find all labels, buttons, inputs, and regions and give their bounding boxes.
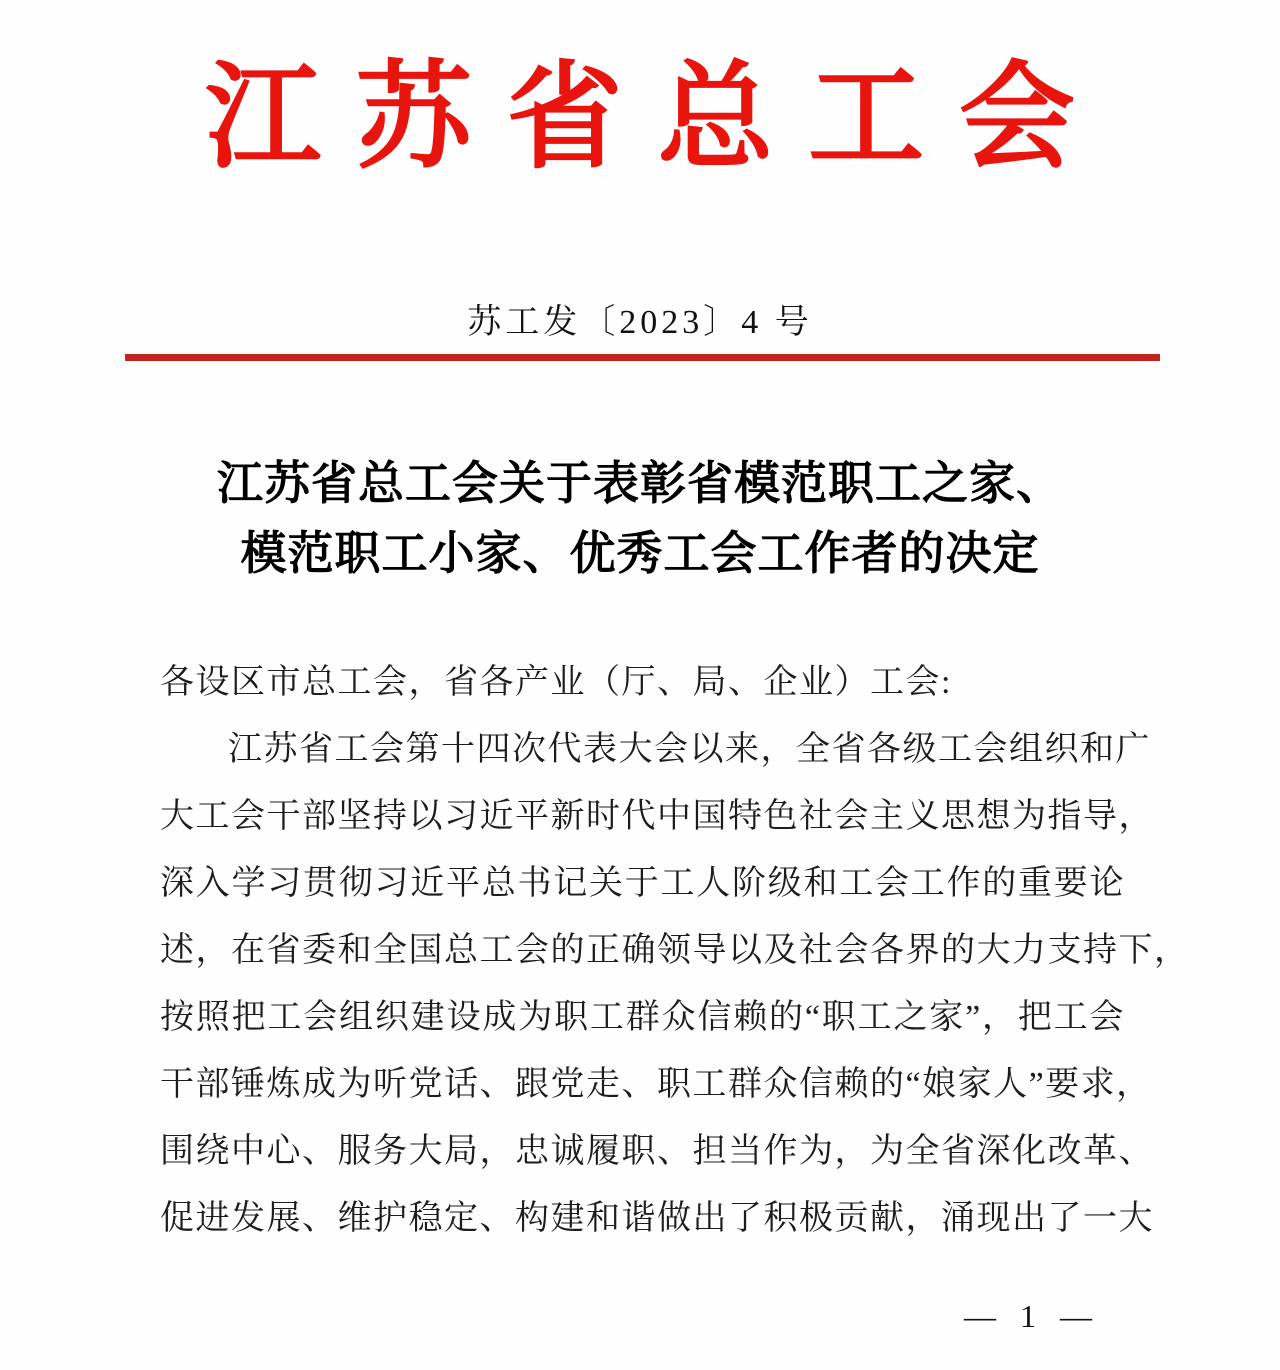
- body-line: 大工会干部坚持以习近平新时代中国特色社会主义思想为指导，: [160, 798, 1154, 835]
- document-body: [160, 649, 1190, 1252]
- body-line: 按照把工会组织建设成为职工群众信赖的“职工之家”，把工会: [160, 999, 1125, 1036]
- body-line: 述，在省委和全国总工会的正确领导以及社会各界的大力支持下，: [160, 932, 1190, 969]
- document-title: [0, 449, 1280, 589]
- document-title-line1: 江苏省总工会关于表彰省模范职工之家、: [217, 458, 1063, 509]
- red-divider-rule: [125, 354, 1160, 361]
- document-title-line2: 模范职工小家、优秀工会工作者的决定: [240, 528, 1040, 579]
- body-line: 深入学习贯彻习近平总书记关于工人阶级和工会工作的重要论: [160, 865, 1125, 902]
- body-line: 江苏省工会第十四次代表大会以来，全省各级工会组织和广: [228, 731, 1151, 768]
- page-number: — 1 —: [964, 1298, 1100, 1334]
- salutation-line: 各设区市总工会，省各产业（厅、局、企业）工会:: [160, 664, 952, 701]
- body-line: 干部锤炼成为听党话、跟党走、职工群众信赖的“娘家人”要求，: [160, 1066, 1152, 1103]
- doc-number: 苏工发〔2023〕4 号: [467, 304, 813, 341]
- org-header-title: 江苏省总工会: [204, 55, 1110, 183]
- body-line: 促进发展、维护稳定、构建和谐做出了积极贡献，涌现出了一大: [160, 1200, 1154, 1237]
- body-line: 围绕中心、服务大局，忠诚履职、担当作为，为全省深化改革、: [160, 1133, 1154, 1170]
